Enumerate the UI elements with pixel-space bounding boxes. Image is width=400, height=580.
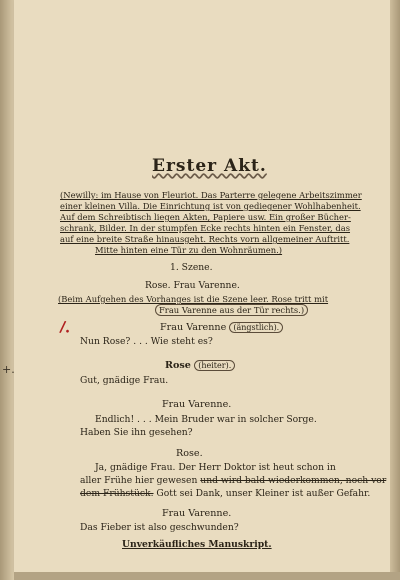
- dialogue-line: Das Fieber ist also geschwunden?: [80, 522, 239, 533]
- struck-text: und wird bald wiederkommen, noch vor: [200, 475, 387, 486]
- stage-direction-text: auf eine breite Straße hinausgeht. Rechts vorn allgemeiner Auftritt.: [60, 234, 350, 244]
- stage-direction-line: [60, 234, 349, 244]
- character-list: Rose. Frau Varenne.: [145, 280, 240, 291]
- scene-heading: 1. Szene.: [170, 262, 213, 273]
- left-edge-shadow: [0, 0, 14, 580]
- dialogue-text: Gott sei Dank, unser Kleiner ist außer Gefahr.: [153, 488, 371, 499]
- stage-direction-line: [60, 190, 362, 200]
- curtain-direction-line: [155, 305, 308, 315]
- dialogue-line: Nun Rose? . . . Wie steht es?: [80, 336, 213, 347]
- stage-direction-line: [95, 245, 282, 255]
- margin-annotation: +.: [2, 363, 15, 376]
- dialogue-line: Gut, gnädige Frau.: [80, 375, 169, 386]
- curtain-direction-line: [58, 294, 328, 304]
- dialogue-line: [80, 488, 370, 499]
- speaker-name: [165, 360, 235, 371]
- speaker-name: [160, 322, 283, 333]
- red-correction-mark: /.: [58, 317, 72, 337]
- act-title: [152, 156, 267, 176]
- stage-direction-line: [60, 223, 350, 233]
- curtain-direction-text: (Beim Aufgehen des Vorhanges ist die Szene leer. Rose tritt mit: [58, 294, 329, 304]
- speaker-text: Frau Varenne: [160, 322, 227, 333]
- stage-direction-text: (Newilly: im Hause von Fleuriot. Das Parterre gelegene Arbeitszimmer: [60, 190, 362, 200]
- struck-text: dem Frühstück.: [80, 488, 154, 499]
- dialogue-line: Haben Sie ihn gesehen?: [80, 427, 193, 438]
- stage-direction-line: [60, 212, 351, 222]
- footer-note: [122, 539, 272, 550]
- speaker-direction: (ängstlich).: [229, 322, 283, 333]
- right-edge-shadow: [390, 0, 400, 580]
- speaker-text: Rose: [165, 360, 191, 371]
- act-title-text: Erster Akt.: [152, 156, 267, 176]
- curtain-direction-text: Frau Varenne aus der Tür rechts.): [155, 304, 308, 316]
- footer-text: Unverkäufliches Manuskript.: [122, 539, 272, 550]
- dialogue-line: Ja, gnädige Frau. Der Herr Doktor ist heut schon in: [95, 462, 336, 473]
- bottom-edge: [14, 572, 400, 580]
- stage-direction-text: einer kleinen Villa. Die Einrichtung ist von gediegener Wohlhabenheit.: [60, 201, 361, 211]
- dialogue-line: Endlich! . . . Mein Bruder war in solcher Sorge.: [95, 414, 317, 425]
- speaker-name: Rose.: [176, 448, 203, 459]
- stage-direction-line: [60, 201, 361, 211]
- speaker-name: Frau Varenne.: [162, 399, 232, 410]
- stage-direction-text: Mitte hinten eine Tür zu den Wohnräumen.): [95, 245, 283, 255]
- dialogue-text: aller Frühe hier gewesen: [80, 475, 201, 486]
- speaker-direction: (heiter).: [194, 360, 235, 371]
- speaker-name: Frau Varenne.: [162, 508, 232, 519]
- stage-direction-text: schrank, Bilder. In der stumpfen Ecke rechts hinten ein Fenster, das: [60, 223, 351, 233]
- dialogue-line: [80, 475, 386, 486]
- stage-direction-text: Auf dem Schreibtisch liegen Akten, Papiere usw. Ein großer Bücher-: [60, 212, 351, 222]
